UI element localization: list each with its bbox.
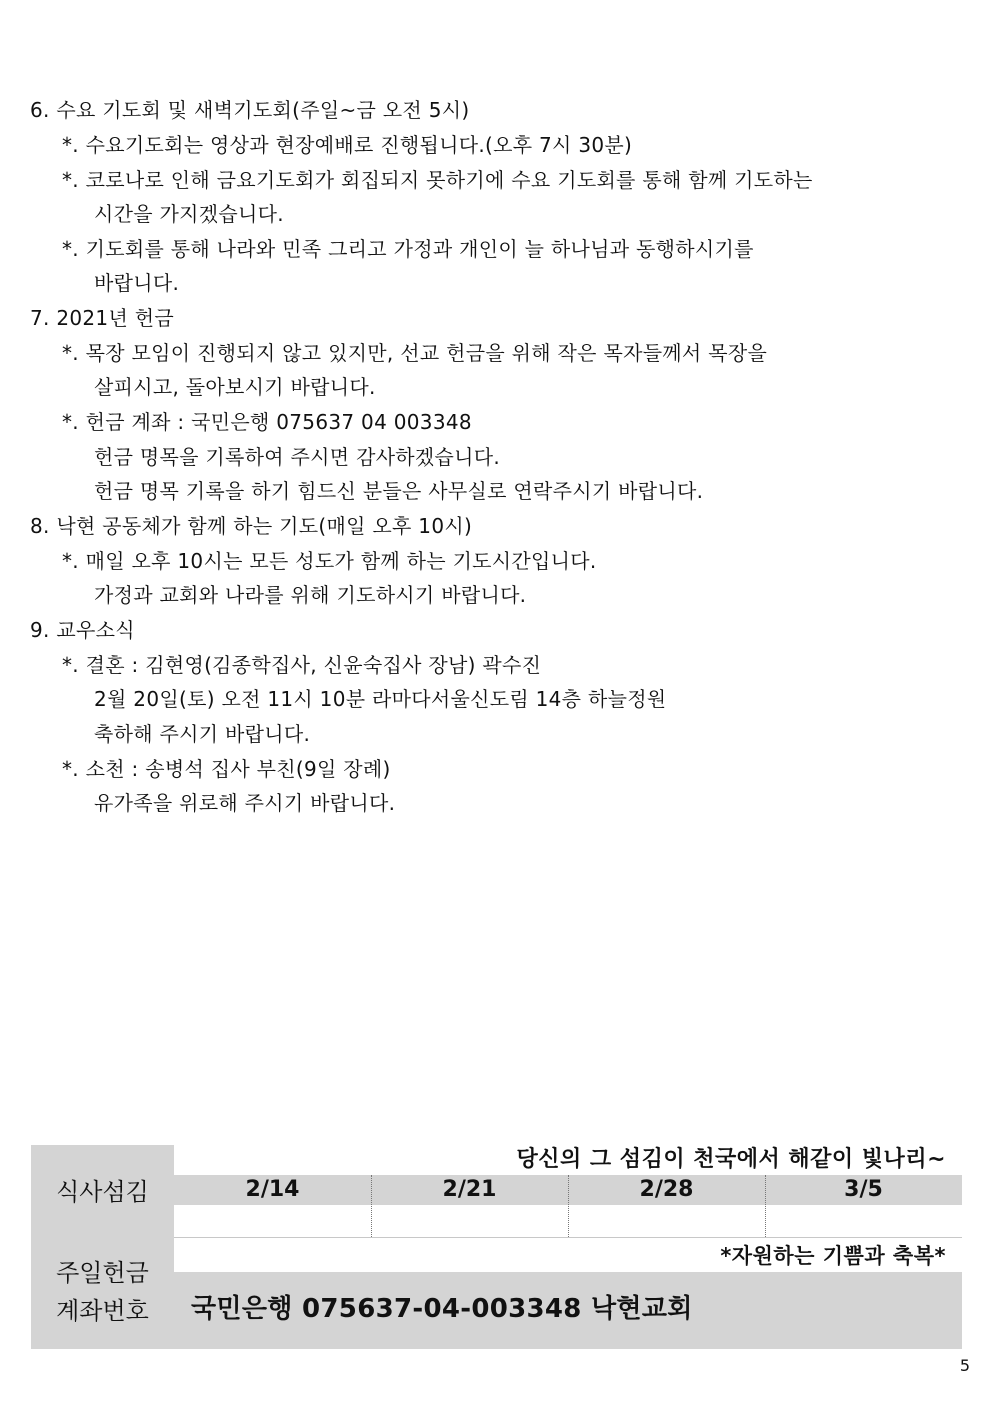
list-item: *. 기도회를 통해 나라와 민족 그리고 가정과 개인이 늘 하나님과 동행하시기를 (62, 237, 754, 261)
list-item: *. 헌금 계좌 : 국민은행 075637 04 003348 (62, 410, 472, 434)
page-number: 5 (959, 1356, 970, 1375)
list-item: *. 매일 오후 10시는 모든 성도가 함께 하는 기도시간입니다. (62, 549, 597, 573)
section-7-heading: 7. 2021년 헌금 (30, 306, 174, 330)
serving-label: 식사섬김 (56, 1178, 149, 1206)
section-9-heading: 9. 교우소식 (30, 618, 135, 642)
list-item-continuation: 시간을 가지겠습니다. (94, 202, 284, 226)
list-item-continuation: 축하해 주시기 바랍니다. (94, 722, 311, 746)
list-item-continuation: 바랍니다. (94, 271, 180, 295)
list-item: *. 수요기도회는 영상과 현장예배로 진행됩니다.(오후 7시 30분) (62, 133, 633, 157)
list-item: *. 코로나로 인해 금요기도회가 회집되지 못하기에 수요 기도회를 통해 함께 기도하는 (62, 168, 813, 192)
section-6-heading: 6. 수요 기도회 및 새벽기도회(주일~금 오전 5시) (30, 98, 470, 122)
slogan: 당신의 그 섬김이 천국에서 해같이 빛나리~ (516, 1147, 946, 1172)
date-cell: 2/14 (245, 1177, 300, 1202)
date-cell: 2/28 (639, 1177, 694, 1202)
joy-text: *자원하는 기쁨과 축복* (720, 1244, 946, 1268)
list-item: *. 결혼 : 김현영(김종학집사, 신윤숙집사 장남) 곽수진 (62, 653, 542, 677)
date-cell: 3/5 (844, 1177, 883, 1202)
list-item-continuation: 헌금 명목 기록을 하기 힘드신 분들은 사무실로 연락주시기 바랍니다. (94, 479, 704, 503)
list-item-continuation: 유가족을 위로해 주시기 바랍니다. (94, 791, 396, 815)
account-label: 계좌번호 (56, 1297, 149, 1325)
footer-box (31, 1145, 962, 1349)
list-item-continuation: 헌금 명목을 기록하여 주시면 감사하겠습니다. (94, 445, 501, 469)
section-8-heading: 8. 낙현 공동체가 함께 하는 기도(매일 오후 10시) (30, 514, 473, 538)
account-number: 국민은행 075637-04-003348 낙현교회 (191, 1294, 693, 1324)
offering-label: 주일헌금 (56, 1259, 149, 1287)
date-cell: 2/21 (442, 1177, 497, 1202)
list-item-continuation: 살피시고, 돌아보시기 바랍니다. (94, 375, 376, 399)
list-item-continuation: 가정과 교회와 나라를 위해 기도하시기 바랍니다. (94, 583, 527, 607)
list-item: *. 목장 모임이 진행되지 않고 있지만, 선교 헌금을 위해 작은 목자들께서 목장을 (62, 341, 768, 365)
list-item-continuation: 2월 20일(토) 오전 11시 10분 라마다서울신도림 14층 하늘정원 (94, 687, 667, 711)
list-item: *. 소천 : 송병석 집사 부친(9일 장례) (62, 757, 391, 781)
